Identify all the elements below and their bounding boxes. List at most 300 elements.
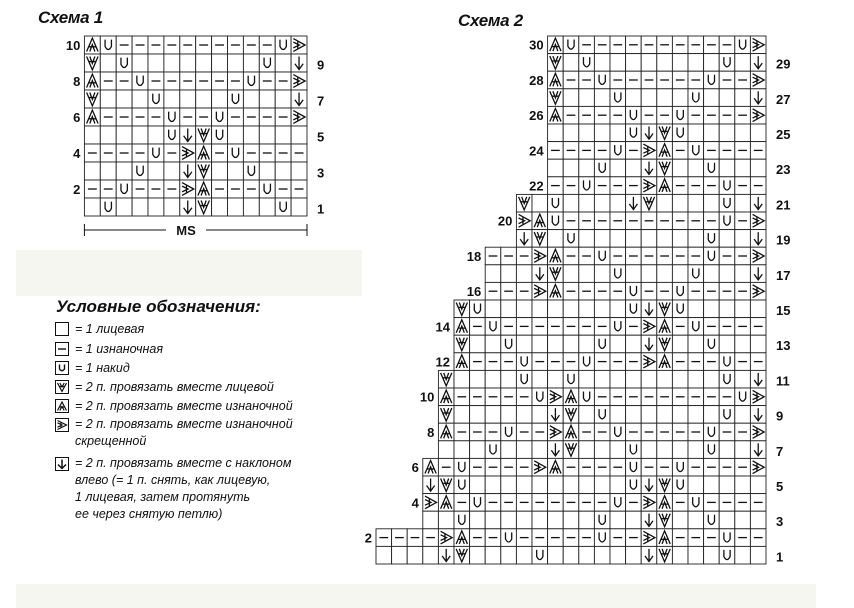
knit-cell <box>212 54 228 72</box>
stitch-cell <box>470 458 486 476</box>
stitch-cell <box>516 529 532 547</box>
stitch-cell <box>532 546 548 564</box>
stitch-cell <box>243 108 259 126</box>
knit-cell <box>485 370 501 388</box>
knit-cell <box>501 476 517 494</box>
knit-cell <box>594 54 610 72</box>
knit-cell <box>243 90 259 108</box>
stitch-cell <box>672 300 688 318</box>
stitch-cell <box>259 180 275 198</box>
stitch-cell <box>548 458 564 476</box>
stitch-cell <box>212 72 228 90</box>
stitch-cell <box>672 212 688 230</box>
stitch-cell <box>750 406 766 424</box>
stitch-cell <box>548 142 564 160</box>
stitch-cell <box>735 106 751 124</box>
stitch-cell <box>579 318 595 336</box>
knit-cell <box>719 159 735 177</box>
stitch-cell <box>291 36 307 54</box>
scheme2-title: Схема 2 <box>458 11 523 30</box>
chart-row <box>485 265 790 283</box>
stitch-cell <box>532 529 548 547</box>
knit-cell <box>180 54 196 72</box>
knit-cell <box>672 546 688 564</box>
row-number-right: 29 <box>776 56 791 72</box>
stitch-cell <box>672 71 688 89</box>
stitch-cell <box>641 388 657 406</box>
knit-cell <box>704 300 720 318</box>
stitch-cell <box>626 194 642 212</box>
chart-row <box>467 282 766 300</box>
stitch-cell <box>116 144 132 162</box>
knit-cell <box>672 89 688 107</box>
stitch-cell <box>228 72 244 90</box>
stitch-cell <box>548 318 564 336</box>
stitch-cell <box>735 177 751 195</box>
stitch-cell <box>672 458 688 476</box>
stitch-cell <box>672 36 688 54</box>
stitch-cell <box>688 71 704 89</box>
legend-item-p2tog <box>55 399 293 415</box>
stitch-cell <box>719 212 735 230</box>
stitch-cell <box>735 423 751 441</box>
knit-cell <box>579 335 595 353</box>
knit-cell <box>626 406 642 424</box>
stitch-cell <box>423 494 439 512</box>
knit-cell <box>148 126 164 144</box>
stitch-cell <box>291 90 307 108</box>
knit-cell <box>470 406 486 424</box>
knit-cell <box>291 126 307 144</box>
stitch-cell <box>704 318 720 336</box>
knit-cell <box>610 406 626 424</box>
stitch-cell <box>594 36 610 54</box>
stitch-cell <box>532 247 548 265</box>
chart-row <box>548 89 791 107</box>
stitch-cell <box>626 353 642 371</box>
stitch-cell <box>196 180 212 198</box>
stitch-cell <box>657 71 673 89</box>
row-number-right: 5 <box>317 129 325 145</box>
stitch-cell <box>626 282 642 300</box>
row-number-right: 25 <box>776 126 791 142</box>
knit-cell <box>516 300 532 318</box>
stitch-cell <box>672 247 688 265</box>
legend-text-line: = 2 п. провязать вместе с наклоном <box>75 456 292 470</box>
stitch-cell <box>719 529 735 547</box>
stitch-cell <box>641 282 657 300</box>
chart-row <box>438 370 789 388</box>
chart-row <box>454 300 790 318</box>
knit-cell <box>610 335 626 353</box>
scheme2-chart <box>365 36 791 564</box>
stitch-cell <box>180 72 196 90</box>
stitch-cell <box>672 282 688 300</box>
chart-row <box>529 142 766 160</box>
knit-cell <box>454 406 470 424</box>
knit-cell <box>672 230 688 248</box>
stitch-cell <box>626 423 642 441</box>
knit-cell <box>626 230 642 248</box>
stitch-cell <box>275 180 291 198</box>
chart-row <box>467 247 766 265</box>
row-number-left: 10 <box>419 389 435 405</box>
row-number-right: 9 <box>317 57 325 73</box>
knit-cell <box>275 54 291 72</box>
stitch-cell <box>610 458 626 476</box>
knit-cell <box>196 54 212 72</box>
stitch-cell <box>243 72 259 90</box>
knit-cell <box>454 370 470 388</box>
chart-row <box>412 458 766 476</box>
knit-cell <box>657 230 673 248</box>
row-number-right: 3 <box>776 514 784 530</box>
row-number-left: 10 <box>65 38 81 54</box>
knit-cell <box>407 546 423 564</box>
knit-cell <box>610 54 626 72</box>
row-number-left: 16 <box>466 284 482 300</box>
stitch-cell <box>672 124 688 142</box>
knit-cell <box>610 441 626 459</box>
row-number-right: 11 <box>776 373 790 389</box>
stitch-cell <box>657 388 673 406</box>
knit-cell <box>672 194 688 212</box>
stitch-cell <box>594 142 610 160</box>
stitch-cell <box>470 423 486 441</box>
stitch-cell <box>438 476 454 494</box>
knit-cell <box>704 54 720 72</box>
stitch-cell <box>180 108 196 126</box>
legend-text-line: скрещенной <box>75 434 147 448</box>
knit-cell <box>719 124 735 142</box>
row-number-left: 20 <box>497 213 513 229</box>
stitch-cell <box>548 388 564 406</box>
knit-cell <box>563 124 579 142</box>
knit-cell <box>610 300 626 318</box>
knit-cell <box>516 265 532 283</box>
knit-cell <box>501 300 517 318</box>
knit-cell <box>594 265 610 283</box>
knit-cell <box>485 511 501 529</box>
stitch-cell <box>594 335 610 353</box>
knit-cell <box>704 194 720 212</box>
stitch-cell <box>196 72 212 90</box>
chart-row <box>412 494 766 512</box>
knit-cell <box>579 194 595 212</box>
stitch-cell <box>291 144 307 162</box>
stitch-cell <box>626 441 642 459</box>
knit-cell <box>641 89 657 107</box>
stitch-cell <box>180 36 196 54</box>
stitch-cell <box>548 177 564 195</box>
knit-icon <box>55 322 69 336</box>
stitch-cell <box>688 89 704 107</box>
stitch-cell <box>610 142 626 160</box>
stitch-cell <box>704 177 720 195</box>
stitch-cell <box>672 423 688 441</box>
stitch-cell <box>719 546 735 564</box>
chart-row <box>548 159 791 177</box>
stitch-cell <box>641 529 657 547</box>
chart-row <box>529 71 766 89</box>
stitch-cell <box>641 300 657 318</box>
stitch-cell <box>116 36 132 54</box>
stitch-cell <box>579 212 595 230</box>
chart-row <box>516 194 790 212</box>
stitch-cell <box>626 106 642 124</box>
knit-cell <box>579 300 595 318</box>
stitch-cell <box>610 423 626 441</box>
stitch-cell <box>532 458 548 476</box>
knit-cell <box>688 300 704 318</box>
knit-cell <box>672 441 688 459</box>
stitch-cell <box>750 212 766 230</box>
chart-row <box>376 546 783 564</box>
stitch-cell <box>116 72 132 90</box>
knit-cell <box>548 476 564 494</box>
chart-row <box>73 180 307 198</box>
stitch-cell <box>548 494 564 512</box>
row-number-right: 19 <box>776 232 791 248</box>
stitch-cell <box>84 54 100 72</box>
stitch-cell <box>719 353 735 371</box>
stitch-cell <box>212 108 228 126</box>
stitch-cell <box>704 36 720 54</box>
knit-cell <box>594 476 610 494</box>
knit-cell <box>275 126 291 144</box>
stitch-cell <box>275 72 291 90</box>
knit-cell <box>100 54 116 72</box>
stitch-cell <box>563 177 579 195</box>
knit-cell <box>470 335 486 353</box>
knit-cell <box>626 546 642 564</box>
knit-cell <box>148 54 164 72</box>
stitch-cell <box>407 529 423 547</box>
stitch-cell <box>594 529 610 547</box>
stitch-cell <box>563 423 579 441</box>
stitch-cell <box>735 353 751 371</box>
knit-cell <box>735 54 751 72</box>
p2tog-icon <box>55 399 69 413</box>
stitch-cell <box>704 494 720 512</box>
stitch-cell <box>657 423 673 441</box>
stitch-cell <box>516 388 532 406</box>
chart-row <box>529 106 766 124</box>
knit-cell <box>532 441 548 459</box>
stitch-cell <box>579 494 595 512</box>
stitch-cell <box>594 494 610 512</box>
legend-item-p2tog-tbl <box>55 418 293 450</box>
stitch-cell <box>100 72 116 90</box>
legend-text-line: 1 лицевая, затем протянуть <box>75 490 251 504</box>
knit-cell <box>116 126 132 144</box>
row-number-left: 2 <box>364 530 372 546</box>
stitch-cell <box>641 71 657 89</box>
stitch-cell <box>594 106 610 124</box>
knit-cell <box>516 441 532 459</box>
legend-item-text: = 2 п. провязать вместе лицевой <box>75 380 274 394</box>
knit-cell <box>688 124 704 142</box>
legend-item-purl <box>55 342 163 358</box>
chart-row <box>73 72 307 90</box>
knit-cell <box>688 335 704 353</box>
stitch-cell <box>594 353 610 371</box>
stitch-cell <box>485 494 501 512</box>
knit-cell <box>735 511 751 529</box>
purl-icon <box>55 342 69 356</box>
row-number-right: 1 <box>776 549 784 565</box>
row-number-left: 2 <box>73 182 81 198</box>
stitch-cell <box>275 108 291 126</box>
knit-cell <box>164 90 180 108</box>
knit-cell <box>735 124 751 142</box>
stitch-cell <box>641 458 657 476</box>
row-number-right: 5 <box>776 478 784 494</box>
knit-cell <box>657 370 673 388</box>
knit-cell <box>657 406 673 424</box>
stitch-cell <box>164 72 180 90</box>
legend-item-text <box>75 455 291 523</box>
stitch-cell <box>719 370 735 388</box>
knit-cell <box>735 89 751 107</box>
knit-cell <box>548 546 564 564</box>
stitch-cell <box>438 458 454 476</box>
stitch-cell <box>454 458 470 476</box>
knit-cell <box>516 335 532 353</box>
row-number-right: 17 <box>776 267 791 283</box>
knit-cell <box>641 54 657 72</box>
knit-cell <box>243 126 259 144</box>
knit-cell <box>132 54 148 72</box>
knit-cell <box>563 159 579 177</box>
stitch-cell <box>719 36 735 54</box>
stitch-cell <box>100 144 116 162</box>
stitch-cell <box>563 142 579 160</box>
stitch-cell <box>516 282 532 300</box>
stitch-cell <box>750 370 766 388</box>
knit-cell <box>148 198 164 216</box>
knit-cell <box>735 546 751 564</box>
knit-cell <box>84 198 100 216</box>
stitch-cell <box>259 108 275 126</box>
stitch-cell <box>704 282 720 300</box>
stitch-cell <box>438 423 454 441</box>
stitch-cell <box>626 476 642 494</box>
stitch-cell <box>641 106 657 124</box>
knit-cell <box>719 335 735 353</box>
stitch-cell <box>579 458 595 476</box>
stitch-cell <box>470 388 486 406</box>
stitch-cell <box>84 144 100 162</box>
stitch-cell <box>275 36 291 54</box>
stitch-cell <box>148 144 164 162</box>
stitch-cell <box>750 106 766 124</box>
stitch-cell <box>516 458 532 476</box>
stitch-cell <box>532 212 548 230</box>
stitch-cell <box>626 458 642 476</box>
stitch-cell <box>228 180 244 198</box>
stitch-cell <box>423 529 439 547</box>
stitch-cell <box>579 142 595 160</box>
knit-cell <box>100 126 116 144</box>
knit-cell <box>579 370 595 388</box>
stitch-cell <box>626 212 642 230</box>
legend-item-text: = 1 накид <box>75 361 130 375</box>
stitch-cell <box>84 180 100 198</box>
stitch-cell <box>548 71 564 89</box>
stitch-cell <box>594 71 610 89</box>
legend-text-line: влево (= 1 п. снять, как лицевую, <box>75 473 271 487</box>
knit-cell <box>704 476 720 494</box>
stitch-cell <box>657 476 673 494</box>
chart-row <box>420 388 766 406</box>
stitch-cell <box>657 177 673 195</box>
stitch-cell <box>516 247 532 265</box>
stitch-cell <box>672 142 688 160</box>
stitch-cell <box>164 180 180 198</box>
knit-cell <box>148 162 164 180</box>
stitch-cell <box>501 388 517 406</box>
knit-cell <box>548 335 564 353</box>
stitch-cell <box>485 353 501 371</box>
chart-row <box>365 529 766 547</box>
chart-row <box>454 335 790 353</box>
stitch-cell <box>563 458 579 476</box>
stitch-cell <box>516 194 532 212</box>
stitch-cell <box>704 212 720 230</box>
stitch-cell <box>704 335 720 353</box>
row-number-right: 3 <box>317 165 325 181</box>
stitch-cell <box>501 247 517 265</box>
knit-cell <box>532 476 548 494</box>
stitch-cell <box>610 177 626 195</box>
knit-cell <box>735 406 751 424</box>
stitch-cell <box>594 388 610 406</box>
knit-cell <box>563 265 579 283</box>
knit-cell <box>610 159 626 177</box>
stitch-cell <box>485 441 501 459</box>
stitch-cell <box>454 494 470 512</box>
stitch-cell <box>228 108 244 126</box>
row-number-left: 4 <box>73 146 81 162</box>
row-number-left: 8 <box>427 424 435 440</box>
knit-cell <box>563 89 579 107</box>
stitch-cell <box>688 265 704 283</box>
stitch-cell <box>750 318 766 336</box>
knit-cell <box>735 300 751 318</box>
knit-cell <box>532 406 548 424</box>
stitch-cell <box>548 529 564 547</box>
knit-cell <box>672 406 688 424</box>
stitch-cell <box>516 212 532 230</box>
stitch-cell <box>719 71 735 89</box>
stitch-cell <box>454 318 470 336</box>
stitch-cell <box>228 36 244 54</box>
yarn-over-icon <box>55 361 69 375</box>
stitch-cell <box>100 108 116 126</box>
knit-cell <box>438 441 454 459</box>
knit-cell <box>641 230 657 248</box>
row-number-left: 26 <box>529 108 544 124</box>
stitch-cell <box>594 177 610 195</box>
scheme1-chart <box>66 36 324 216</box>
knit-cell <box>485 546 501 564</box>
stitch-cell <box>548 353 564 371</box>
stitch-cell <box>423 458 439 476</box>
knit-cell <box>688 230 704 248</box>
knit-cell <box>750 159 766 177</box>
stitch-cell <box>704 159 720 177</box>
